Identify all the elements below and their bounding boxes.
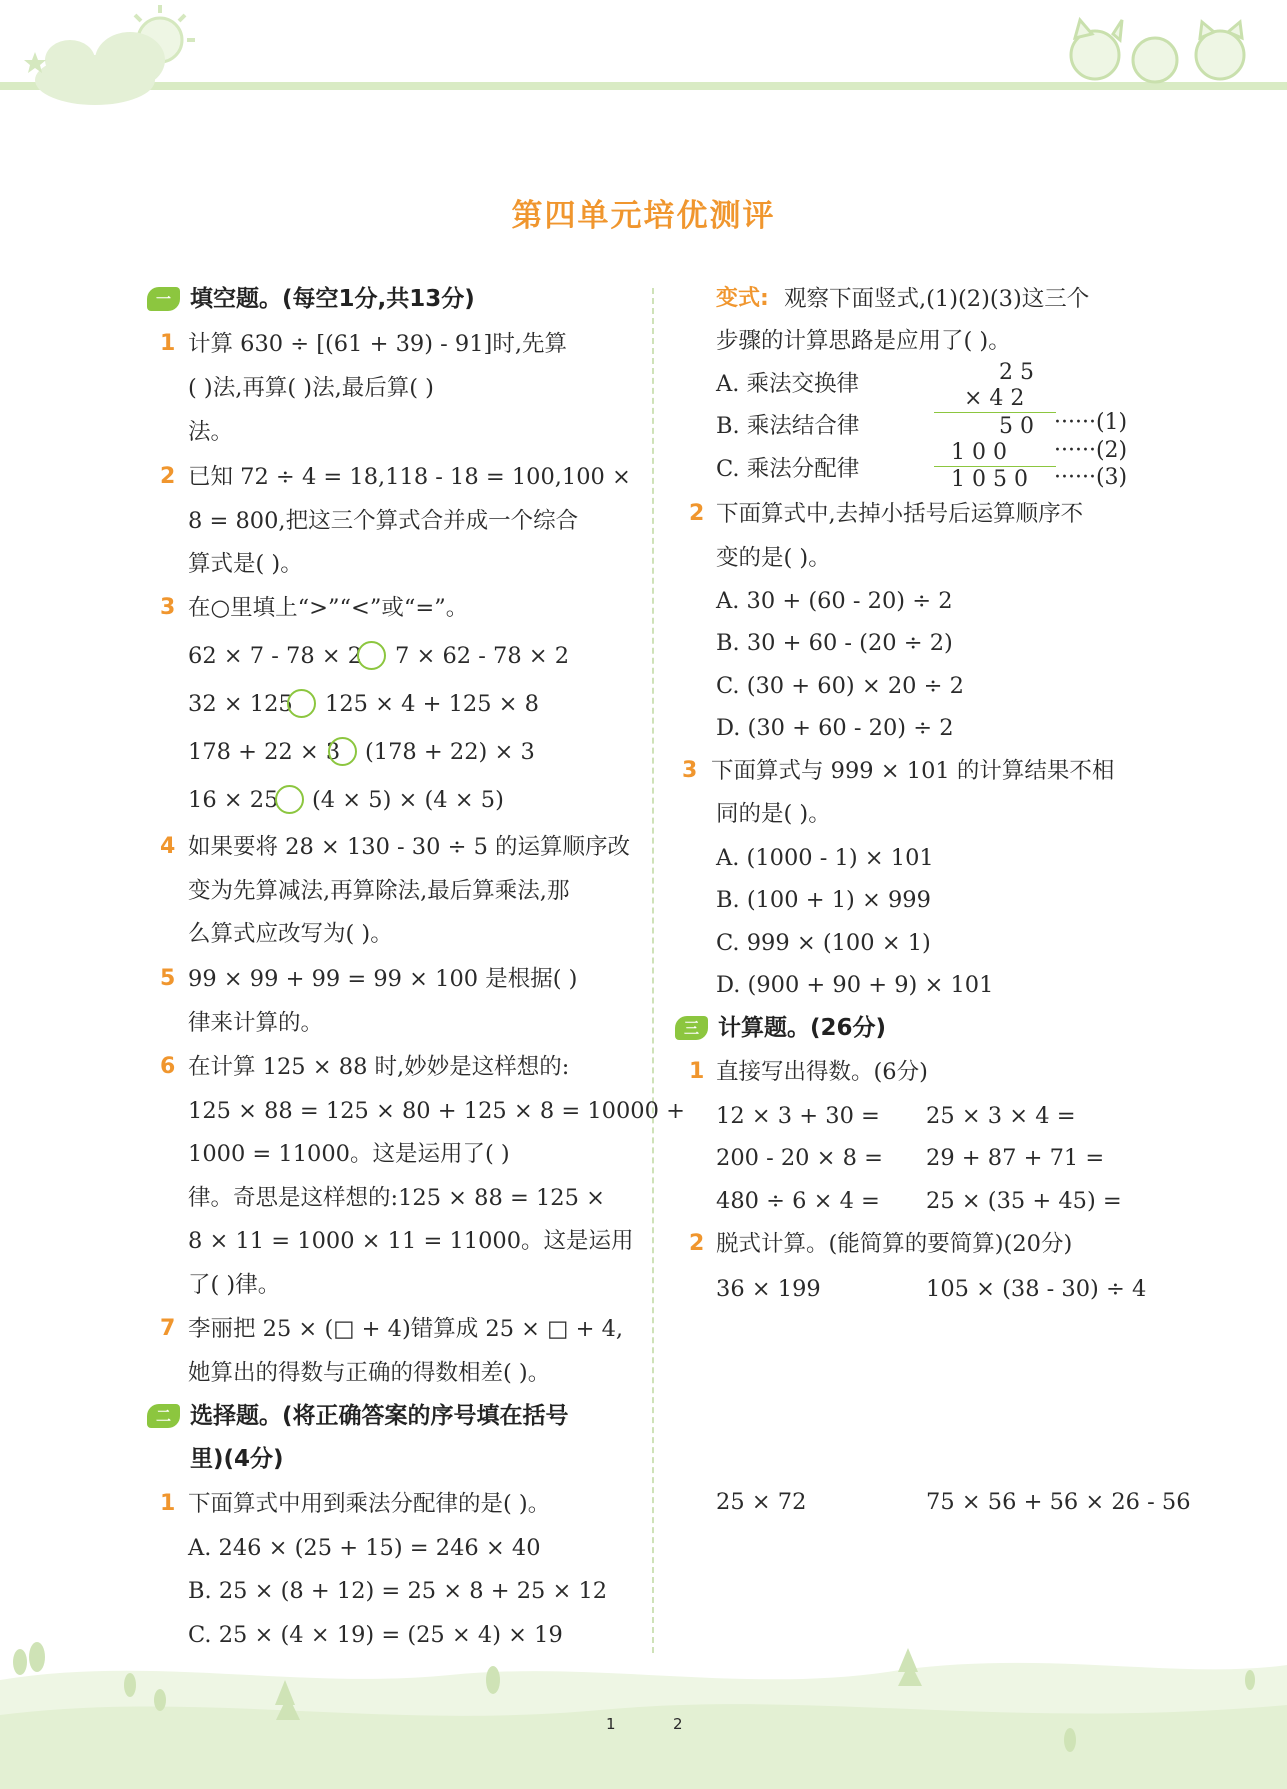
question-text: 下面算式中,去掉小括号后运算顺序不	[716, 501, 1084, 527]
question-text: 已知 72 ÷ 4 = 18,118 - 18 = 100,100 ×	[188, 464, 631, 490]
option-b: B. (100 + 1) × 999	[716, 887, 931, 913]
question-text: 下面算式中用到乘法分配律的是( )。	[188, 1491, 551, 1517]
option-c: C. 25 × (4 × 19) = (25 × 4) × 19	[188, 1622, 563, 1648]
question-text: 8 = 800,把这三个算式合并成一个综合	[188, 508, 579, 534]
question-text: 律。奇思是这样想的:125 × 88 = 125 ×	[188, 1185, 605, 1211]
question-number: 2	[689, 501, 705, 526]
vertical-row: × 4 2	[964, 386, 1025, 411]
question-number: 2	[689, 1231, 705, 1256]
vertical-step: ······(2)	[1054, 438, 1128, 463]
compare-left: 178 + 22 × 3	[188, 739, 341, 765]
section-badge-2: 二	[147, 1404, 180, 1428]
question-text: 如果要将 28 × 130 - 30 ÷ 5 的运算顺序改	[188, 834, 631, 860]
page-number-left: 1	[606, 1715, 616, 1733]
compare-right: (4 × 5) × (4 × 5)	[312, 787, 504, 813]
question-text: 么算式应改写为( )。	[188, 921, 393, 947]
question-text: 计算 630 ÷ [(61 + 39) - 91]时,先算	[188, 331, 567, 357]
compare-right: 125 × 4 + 125 × 8	[325, 691, 539, 717]
section-heading-1: 填空题。(每空1分,共13分)	[190, 286, 475, 312]
question-text: 变为先算减法,再算除法,最后算乘法,那	[188, 878, 570, 904]
question-text: 1000 = 11000。这是运用了( )	[188, 1141, 510, 1167]
vertical-row: 5 0	[999, 414, 1034, 439]
vertical-row: 2 5	[999, 360, 1034, 385]
variant-label: 变式:	[716, 286, 769, 311]
column-divider	[652, 288, 654, 1653]
option-d: D. (900 + 90 + 9) × 101	[716, 972, 994, 998]
compare-circle[interactable]	[328, 737, 357, 766]
question-number: 1	[160, 1491, 176, 1516]
compare-right: 7 × 62 - 78 × 2	[395, 643, 570, 669]
question-text: 脱式计算。(能简算的要简算)(20分)	[716, 1231, 1073, 1257]
compare-circle[interactable]	[275, 785, 304, 814]
page-title: 第四单元培优测评	[511, 198, 776, 234]
question-text: 李丽把 25 × (□ + 4)错算成 25 × □ + 4,	[188, 1316, 624, 1342]
oral-calc: 200 - 20 × 8 =	[716, 1145, 883, 1171]
step-calc: 25 × 72	[716, 1489, 807, 1515]
footer-landscape	[0, 1620, 1287, 1789]
question-text: 99 × 99 + 99 = 99 × 100 是根据( )	[188, 966, 578, 992]
question-number: 3	[160, 595, 176, 620]
option-b: B. 30 + 60 - (20 ÷ 2)	[716, 630, 953, 656]
step-calc: 36 × 199	[716, 1276, 821, 1302]
oral-calc: 25 × (35 + 45) =	[926, 1188, 1122, 1214]
option-d: D. (30 + 60 - 20) ÷ 2	[716, 715, 954, 741]
cloud-icon	[35, 32, 165, 105]
question-text: 算式是( )。	[188, 551, 303, 577]
option-c: C. 999 × (100 × 1)	[716, 930, 931, 956]
step-calc: 75 × 56 + 56 × 26 - 56	[926, 1489, 1191, 1515]
question-text: 同的是( )。	[716, 801, 831, 827]
compare-circle[interactable]	[357, 641, 386, 670]
option-c: C. (30 + 60) × 20 ÷ 2	[716, 673, 964, 699]
option-a: A. 30 + (60 - 20) ÷ 2	[716, 588, 953, 614]
question-text: ( )法,再算( )法,最后算( )	[188, 375, 434, 401]
compare-right: (178 + 22) × 3	[365, 739, 535, 765]
question-number: 1	[689, 1059, 705, 1084]
header-decoration	[0, 0, 1287, 120]
vertical-row: 1 0 0	[951, 440, 1007, 465]
compare-circle[interactable]	[287, 689, 316, 718]
option-a: A. 246 × (25 + 15) = 246 × 40	[188, 1535, 541, 1561]
section-badge-3: 三	[675, 1016, 708, 1040]
question-text: 她算出的得数与正确的得数相差( )。	[188, 1360, 551, 1386]
cartoon-animals-icon	[1071, 20, 1244, 82]
section-heading-2: 选择题。(将正确答案的序号填在括号	[190, 1403, 569, 1429]
question-text: 法。	[188, 419, 234, 445]
question-number: 2	[160, 464, 176, 489]
question-text: 在○里填上“>”“<”或“=”。	[188, 595, 469, 621]
option-a: A. (1000 - 1) × 101	[716, 845, 934, 871]
oral-calc: 25 × 3 × 4 =	[926, 1103, 1076, 1129]
oral-calc: 29 + 87 + 71 =	[926, 1145, 1105, 1171]
section-heading-3: 计算题。(26分)	[718, 1015, 887, 1041]
question-number: 4	[160, 834, 176, 859]
section-heading-2-cont: 里)(4分)	[190, 1446, 284, 1472]
question-number: 5	[160, 966, 176, 991]
option-b: B. 乘法结合律	[716, 413, 860, 439]
question-number: 3	[682, 758, 698, 783]
section-badge-1: 一	[147, 287, 180, 311]
question-text: 下面算式与 999 × 101 的计算结果不相	[711, 758, 1115, 784]
question-number: 6	[160, 1054, 176, 1079]
oral-calc: 12 × 3 + 30 =	[716, 1103, 880, 1129]
option-b: B. 25 × (8 + 12) = 25 × 8 + 25 × 12	[188, 1578, 608, 1604]
question-text: 了( )律。	[188, 1272, 281, 1298]
question-text: 步骤的计算思路是应用了( )。	[716, 328, 1011, 354]
compare-left: 16 × 25	[188, 787, 279, 813]
vertical-rule	[934, 412, 1056, 413]
question-text: 变的是( )。	[716, 545, 831, 571]
question-text: 125 × 88 = 125 × 80 + 125 × 8 = 10000 +	[188, 1098, 685, 1124]
question-text: 在计算 125 × 88 时,妙妙是这样想的:	[188, 1054, 570, 1080]
vertical-step: ······(3)	[1054, 465, 1128, 490]
question-number: 7	[160, 1316, 176, 1341]
option-c: C. 乘法分配律	[716, 456, 860, 482]
compare-left: 62 × 7 - 78 × 2	[188, 643, 363, 669]
oral-calc: 480 ÷ 6 × 4 =	[716, 1188, 880, 1214]
vertical-step: ······(1)	[1054, 410, 1128, 435]
page-number-right: 2	[673, 1715, 683, 1733]
compare-left: 32 × 125	[188, 691, 293, 717]
step-calc: 105 × (38 - 30) ÷ 4	[926, 1276, 1147, 1302]
question-number: 1	[160, 331, 176, 356]
vertical-row: 1 0 5 0	[951, 467, 1028, 492]
option-a: A. 乘法交换律	[716, 371, 860, 397]
question-text: 8 × 11 = 1000 × 11 = 11000。这是运用	[188, 1228, 634, 1254]
question-text: 直接写出得数。(6分)	[716, 1059, 928, 1085]
question-text: 律来计算的。	[188, 1010, 324, 1036]
question-text: 观察下面竖式,(1)(2)(3)这三个	[784, 286, 1090, 312]
